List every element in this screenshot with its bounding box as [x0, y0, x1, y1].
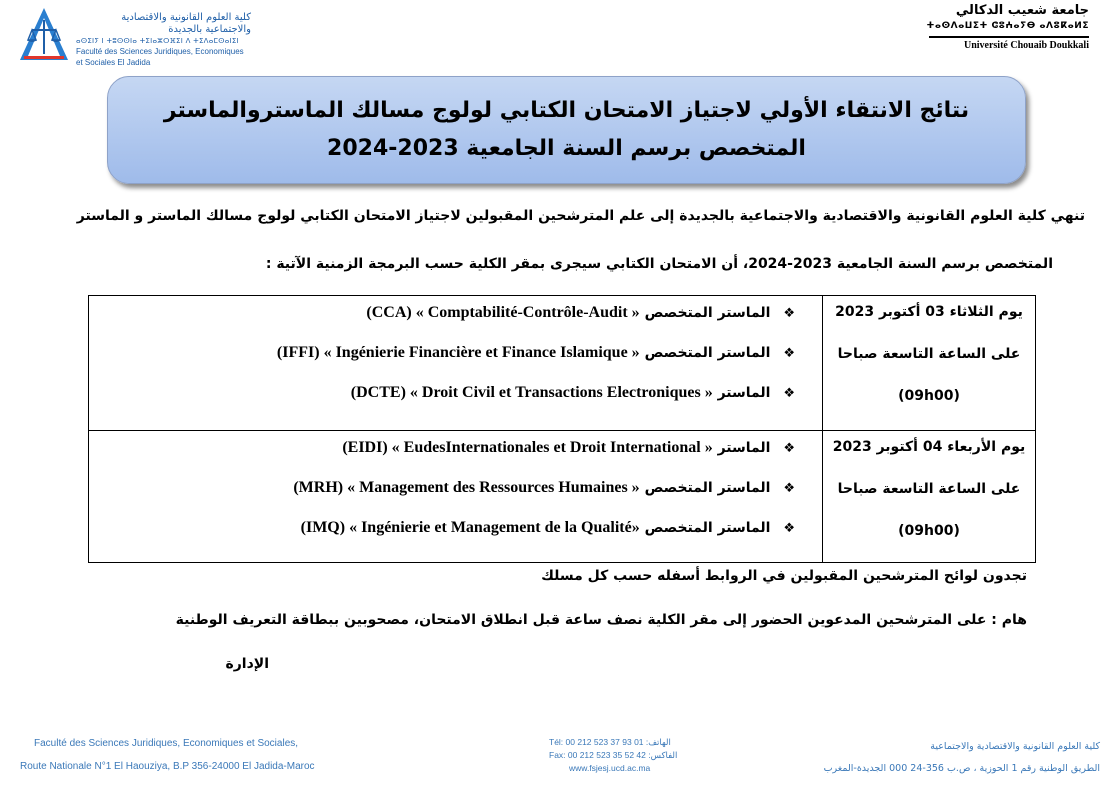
program-name: (EIDI) « EudesInternationales et Droit International »	[342, 439, 713, 456]
footer-address-line-2: Route Nationale N°1 El Haouziya, B.P 356-24000 El Jadida-Maroc	[20, 761, 315, 772]
intro-line-2: المتخصص برسم السنة الجامعية 2023-2024، أن الامتحان الكتابي سيجرى بمقر الكلية حسب البرمجة الزمنية الآتية :	[265, 256, 1053, 272]
diamond-bullet-icon: ❖	[783, 306, 795, 321]
university-logo	[919, 2, 1089, 64]
footer-address-line-1: Faculté des Sciences Juridiques, Economiques et Sociales,	[34, 738, 299, 749]
program-name: (MRH) « Management des Ressources Humaines »	[293, 479, 640, 496]
program-label: الماستر المتخصص	[644, 480, 771, 496]
schedule-row	[89, 296, 1035, 431]
program-label: الماستر المتخصص	[644, 305, 771, 321]
exam-hour: (09h00)	[898, 388, 960, 404]
important-note: هام : على المترشحين المدعوين الحضور إلى مقر الكلية نصف ساعة قبل انطلاق الامتحان، مصحوبين ببطاقة التعريف الوطنية	[175, 612, 1027, 628]
program-item	[366, 304, 795, 322]
footer-arabic-line-2: الطريق الوطنية رقم 1 الحوزية ، ص.ب 356-24 000 الجديدة-المغرب	[823, 763, 1100, 774]
page-title: نتائج الانتقاء الأولي لاجتياز الامتحان الكتابي لولوج مسالك الماستروالماستر المتخصص برسم السنة الجامعية 2023-2024	[163, 98, 970, 161]
exam-hour: (09h00)	[898, 523, 960, 539]
footer-phone: Tél: 00 212 523 37 93 01 :الهاتف	[549, 737, 671, 747]
diamond-bullet-icon: ❖	[783, 481, 795, 496]
program-name: (CCA) « Comptabilité-Contrôle-Audit »	[366, 304, 640, 321]
footer-arabic-line-1: كلية العلوم القانونية والاقتصادية والاجتماعية	[930, 741, 1100, 752]
faculty-arabic-name: كلية العلوم القانونية والاقتصادية والاجتماعية بالجديدة	[121, 12, 251, 35]
university-tifinagh-name: ⵜⴰⵙⴷⴰⵡⵉⵜ ⵛⵓⵄⴰⵢⴱ ⴰⴷⵓⴽⴰⵍⵉ	[926, 21, 1089, 31]
program-item	[293, 479, 795, 497]
program-label: الماستر	[717, 440, 771, 456]
diamond-bullet-icon: ❖	[783, 441, 795, 456]
university-arabic-name: جامعة شعيب الدكالي	[955, 3, 1089, 18]
program-item	[277, 344, 795, 362]
title-box	[107, 76, 1026, 184]
footer-fax: Fax: 00 212 523 35 52 42 :الفاكس	[549, 750, 678, 760]
logo-divider	[929, 36, 1089, 38]
footer-contact	[549, 736, 677, 775]
program-name: (IMQ) « Ingénierie et Management de la Qualité»	[300, 519, 640, 536]
signature: الإدارة	[225, 656, 269, 672]
intro-line-1: تنهي كلية العلوم القانونية والاقتصادية والاجتماعية بالجديدة إلى علم المترشحين المقبولين لاجتياز الامتحان الكتابي لولوج مسالك الماستر و الماستر	[76, 208, 1085, 224]
university-french-name: Université Chouaib Doukkali	[963, 40, 1089, 51]
diamond-bullet-icon: ❖	[783, 346, 795, 361]
program-item	[351, 384, 795, 402]
program-label: الماستر	[717, 385, 771, 401]
program-label: الماستر المتخصص	[644, 520, 771, 536]
program-label: الماستر المتخصص	[644, 345, 771, 361]
exam-day: يوم الأربعاء 04 أكتوبر 2023	[832, 439, 1026, 455]
diamond-bullet-icon: ❖	[783, 521, 795, 536]
faculty-french-name: Faculté des Sciences Juridiques, Economiques et Sociales El Jadida	[76, 47, 244, 67]
program-item	[301, 519, 795, 537]
faculty-logo	[18, 6, 251, 67]
faculty-scales-logo-icon	[18, 6, 70, 62]
diamond-bullet-icon: ❖	[783, 386, 795, 401]
exam-day: يوم الثلاثاء 03 أكتوبر 2023	[835, 304, 1023, 320]
exam-time: على الساعة التاسعة صباحا	[837, 481, 1021, 497]
date-cell	[822, 431, 1035, 562]
program-item	[342, 439, 795, 457]
date-cell	[822, 296, 1035, 430]
faculty-tifinagh-name: ⴰⵙⵉⵏⵢ ⵏ ⵜⵓⵙⵙⵏⴰ ⵜⵉⵏⴰⵣⵔⴼⵉⵏ ⴷ ⵜⵉⴷⴰⵎⵙⴰⵏⵉⵏ	[76, 37, 240, 45]
footer-website-link[interactable]: www.fsjesj.ucd.ac.ma	[569, 763, 651, 773]
schedule-table	[88, 295, 1036, 563]
program-name: (IFFI) « Ingénierie Financière et Finance Islamique »	[276, 344, 640, 361]
exam-time: على الساعة التاسعة صباحا	[837, 346, 1021, 362]
schedule-row	[89, 431, 1035, 562]
links-note: تجدون لوائح المترشحين المقبولين في الروابط أسفله حسب كل مسلك	[541, 568, 1027, 584]
program-name: (DCTE) « Droit Civil et Transactions Electroniques »	[350, 384, 713, 401]
